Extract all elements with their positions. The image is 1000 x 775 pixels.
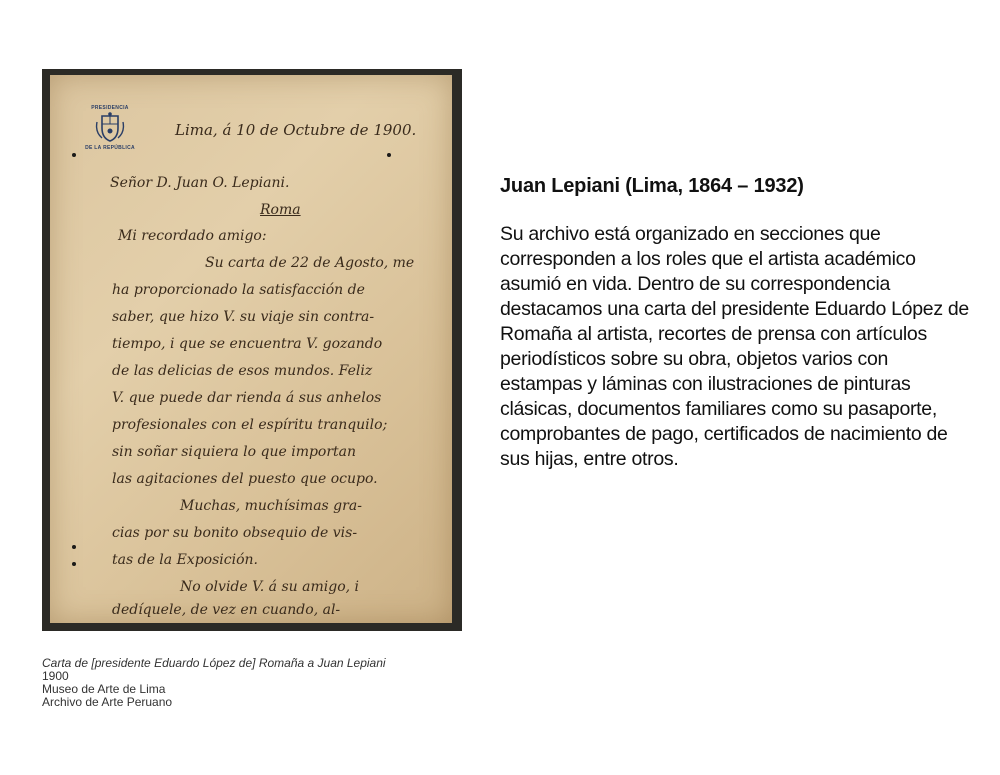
letter-line: No olvide V. á su amigo, i [180, 579, 359, 595]
letter-line: Muchas, muchísimas gra- [180, 498, 362, 514]
letter-line: cias por su bonito obsequio de vis- [112, 525, 358, 541]
letter-line: saber, que hizo V. su viaje sin contra- [112, 309, 375, 325]
caption-museum: Museo de Arte de Lima [42, 682, 166, 696]
letterhead-bottom-text: DE LA REPÚBLICA [85, 145, 135, 151]
letter-date: Lima, á 10 de Octubre de 1900. [175, 121, 417, 139]
letter-line: Su carta de 22 de Agosto, me [205, 255, 415, 271]
letter-line: tas de la Exposición. [112, 552, 258, 568]
artwork-caption [42, 657, 386, 709]
letter-salutation: Mi recordado amigo: [118, 228, 267, 244]
letter-recipient: Señor D. Juan O. Lepiani. [110, 175, 290, 191]
letter-line: tiempo, i que se encuentra V. gozando [112, 336, 383, 352]
caption-year: 1900 [42, 669, 69, 683]
letter-line: profesionales con el espíritu tranquilo; [112, 417, 388, 433]
letter-city: Roma [260, 202, 301, 218]
artist-description: Su archivo está organizado en secciones que corresponden a los roles que el artista académico asumió en vida. Dentro de su correspondencia destacamos una carta del presidente Eduardo López de Romaña al artista, recortes de prensa con artículos periodísticos sobre su obra, objetos varios con estampas y láminas con ilustraciones de pinturas clásicas, documentos familiares como su pasaporte, comprobantes de pago, certificados de nacimiento de sus hijas, entre otros. [500, 223, 969, 470]
letter-line: de las delicias de esos mundos. Feliz [112, 363, 373, 379]
caption-title: Carta de [presidente Eduardo López de] Romaña a Juan Lepiani [42, 656, 386, 670]
letter-line: sin soñar siquiera lo que importan [112, 444, 357, 460]
letter-line: ha proporcionado la satisfacción de [112, 282, 365, 298]
letterhead-top-text: PRESIDENCIA [91, 105, 129, 111]
caption-archive: Archivo de Arte Peruano [42, 695, 173, 709]
letter-line: las agitaciones del puesto que ocupo. [112, 471, 378, 487]
letter-paper [50, 75, 452, 623]
letter-photograph [42, 69, 462, 631]
letter-line: V. que puede dar rienda á sus anhelos [112, 390, 382, 406]
artist-heading: Juan Lepiani (Lima, 1864 – 1932) [500, 175, 804, 197]
handwritten-letter [50, 75, 452, 623]
letter-line: dedíquele, de vez en cuando, al- [112, 602, 341, 618]
artist-info-panel [500, 175, 970, 472]
